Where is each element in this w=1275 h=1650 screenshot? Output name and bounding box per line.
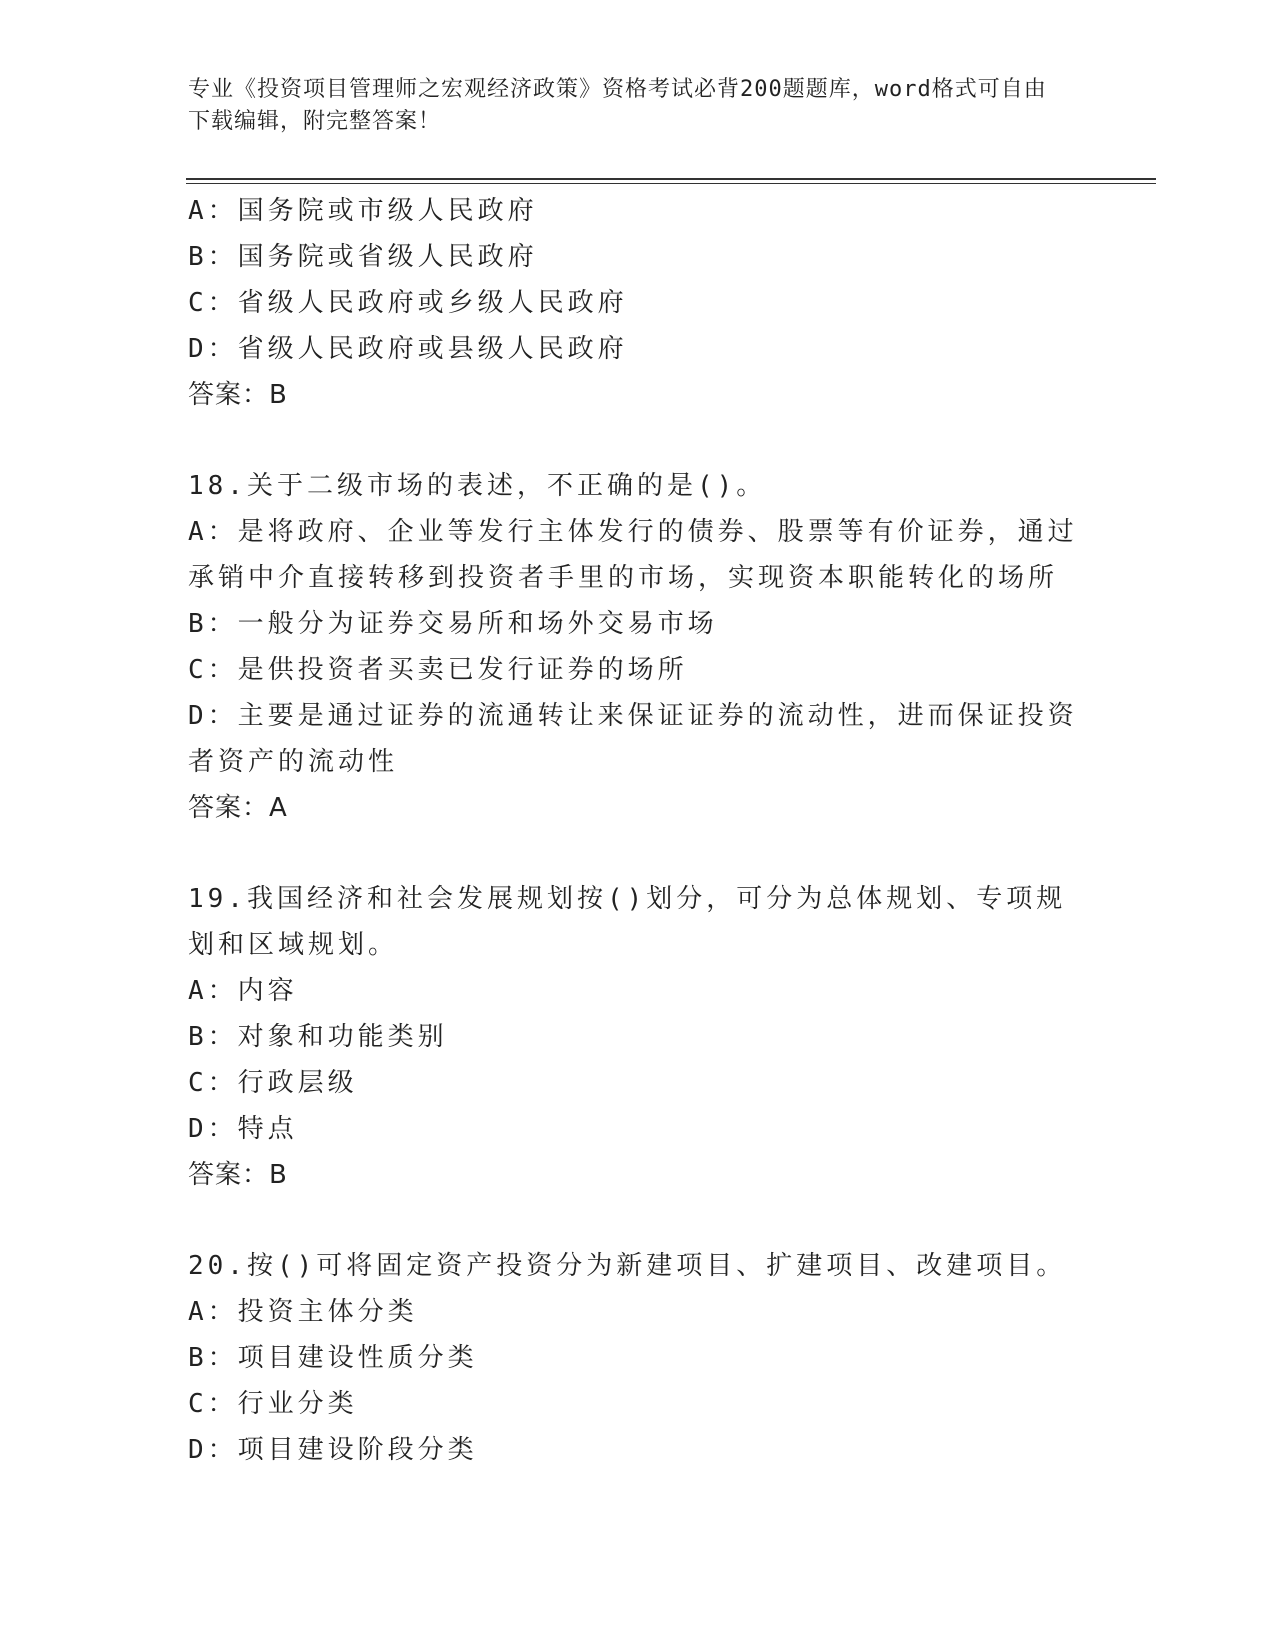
option-a: A：内容 (188, 976, 298, 1006)
document-header: 专业《投资项目管理师之宏观经济政策》资格考试必背200题题库，word格式可自由下载编辑，附完整答案！ (188, 77, 1047, 134)
option-a: A：是将政府、企业等发行主体发行的债券、股票等有价证券，通过承销中介直接转移到投资者手里的市场，实现资本职能转化的场所 (188, 517, 1078, 593)
option-d: D：主要是通过证券的流通转让来保证证券的流动性，进而保证投资者资产的流动性 (188, 701, 1078, 777)
question-text: 18.关于二级市场的表述，不正确的是()。 (188, 471, 767, 501)
option-b: B：对象和功能类别 (188, 1022, 448, 1052)
option-c: C：是供投资者买卖已发行证券的场所 (188, 655, 688, 685)
answer-line: 答案：A (188, 793, 288, 823)
option-a: A：国务院或市级人民政府 (188, 196, 538, 226)
header-divider-thin (186, 183, 1156, 184)
answer-line: 答案：B (188, 1160, 288, 1190)
option-c: C：行政层级 (188, 1068, 358, 1098)
answer-line: 答案：B (188, 380, 288, 410)
option-a: A：投资主体分类 (188, 1297, 418, 1327)
header-divider (186, 178, 1156, 180)
question-19-block (188, 876, 1088, 1198)
document-body (188, 188, 1088, 1473)
spacer (188, 831, 1088, 876)
question-18-block (188, 463, 1088, 831)
question-17-block (188, 188, 1088, 418)
option-d: D：特点 (188, 1114, 298, 1144)
option-c: C：省级人民政府或乡级人民政府 (188, 288, 628, 318)
option-b: B：项目建设性质分类 (188, 1343, 478, 1373)
option-c: C：行业分类 (188, 1389, 358, 1419)
question-text: 19.我国经济和社会发展规划按()划分，可分为总体规划、专项规划和区域规划。 (188, 884, 1067, 960)
option-b: B：一般分为证券交易所和场外交易市场 (188, 609, 718, 639)
question-20-block (188, 1243, 1088, 1473)
option-d: D：项目建设阶段分类 (188, 1435, 478, 1465)
option-d: D：省级人民政府或县级人民政府 (188, 334, 628, 364)
spacer (188, 1198, 1088, 1243)
option-b: B：国务院或省级人民政府 (188, 242, 538, 272)
question-text: 20.按()可将固定资产投资分为新建项目、扩建项目、改建项目。 (188, 1251, 1067, 1281)
spacer (188, 418, 1088, 463)
